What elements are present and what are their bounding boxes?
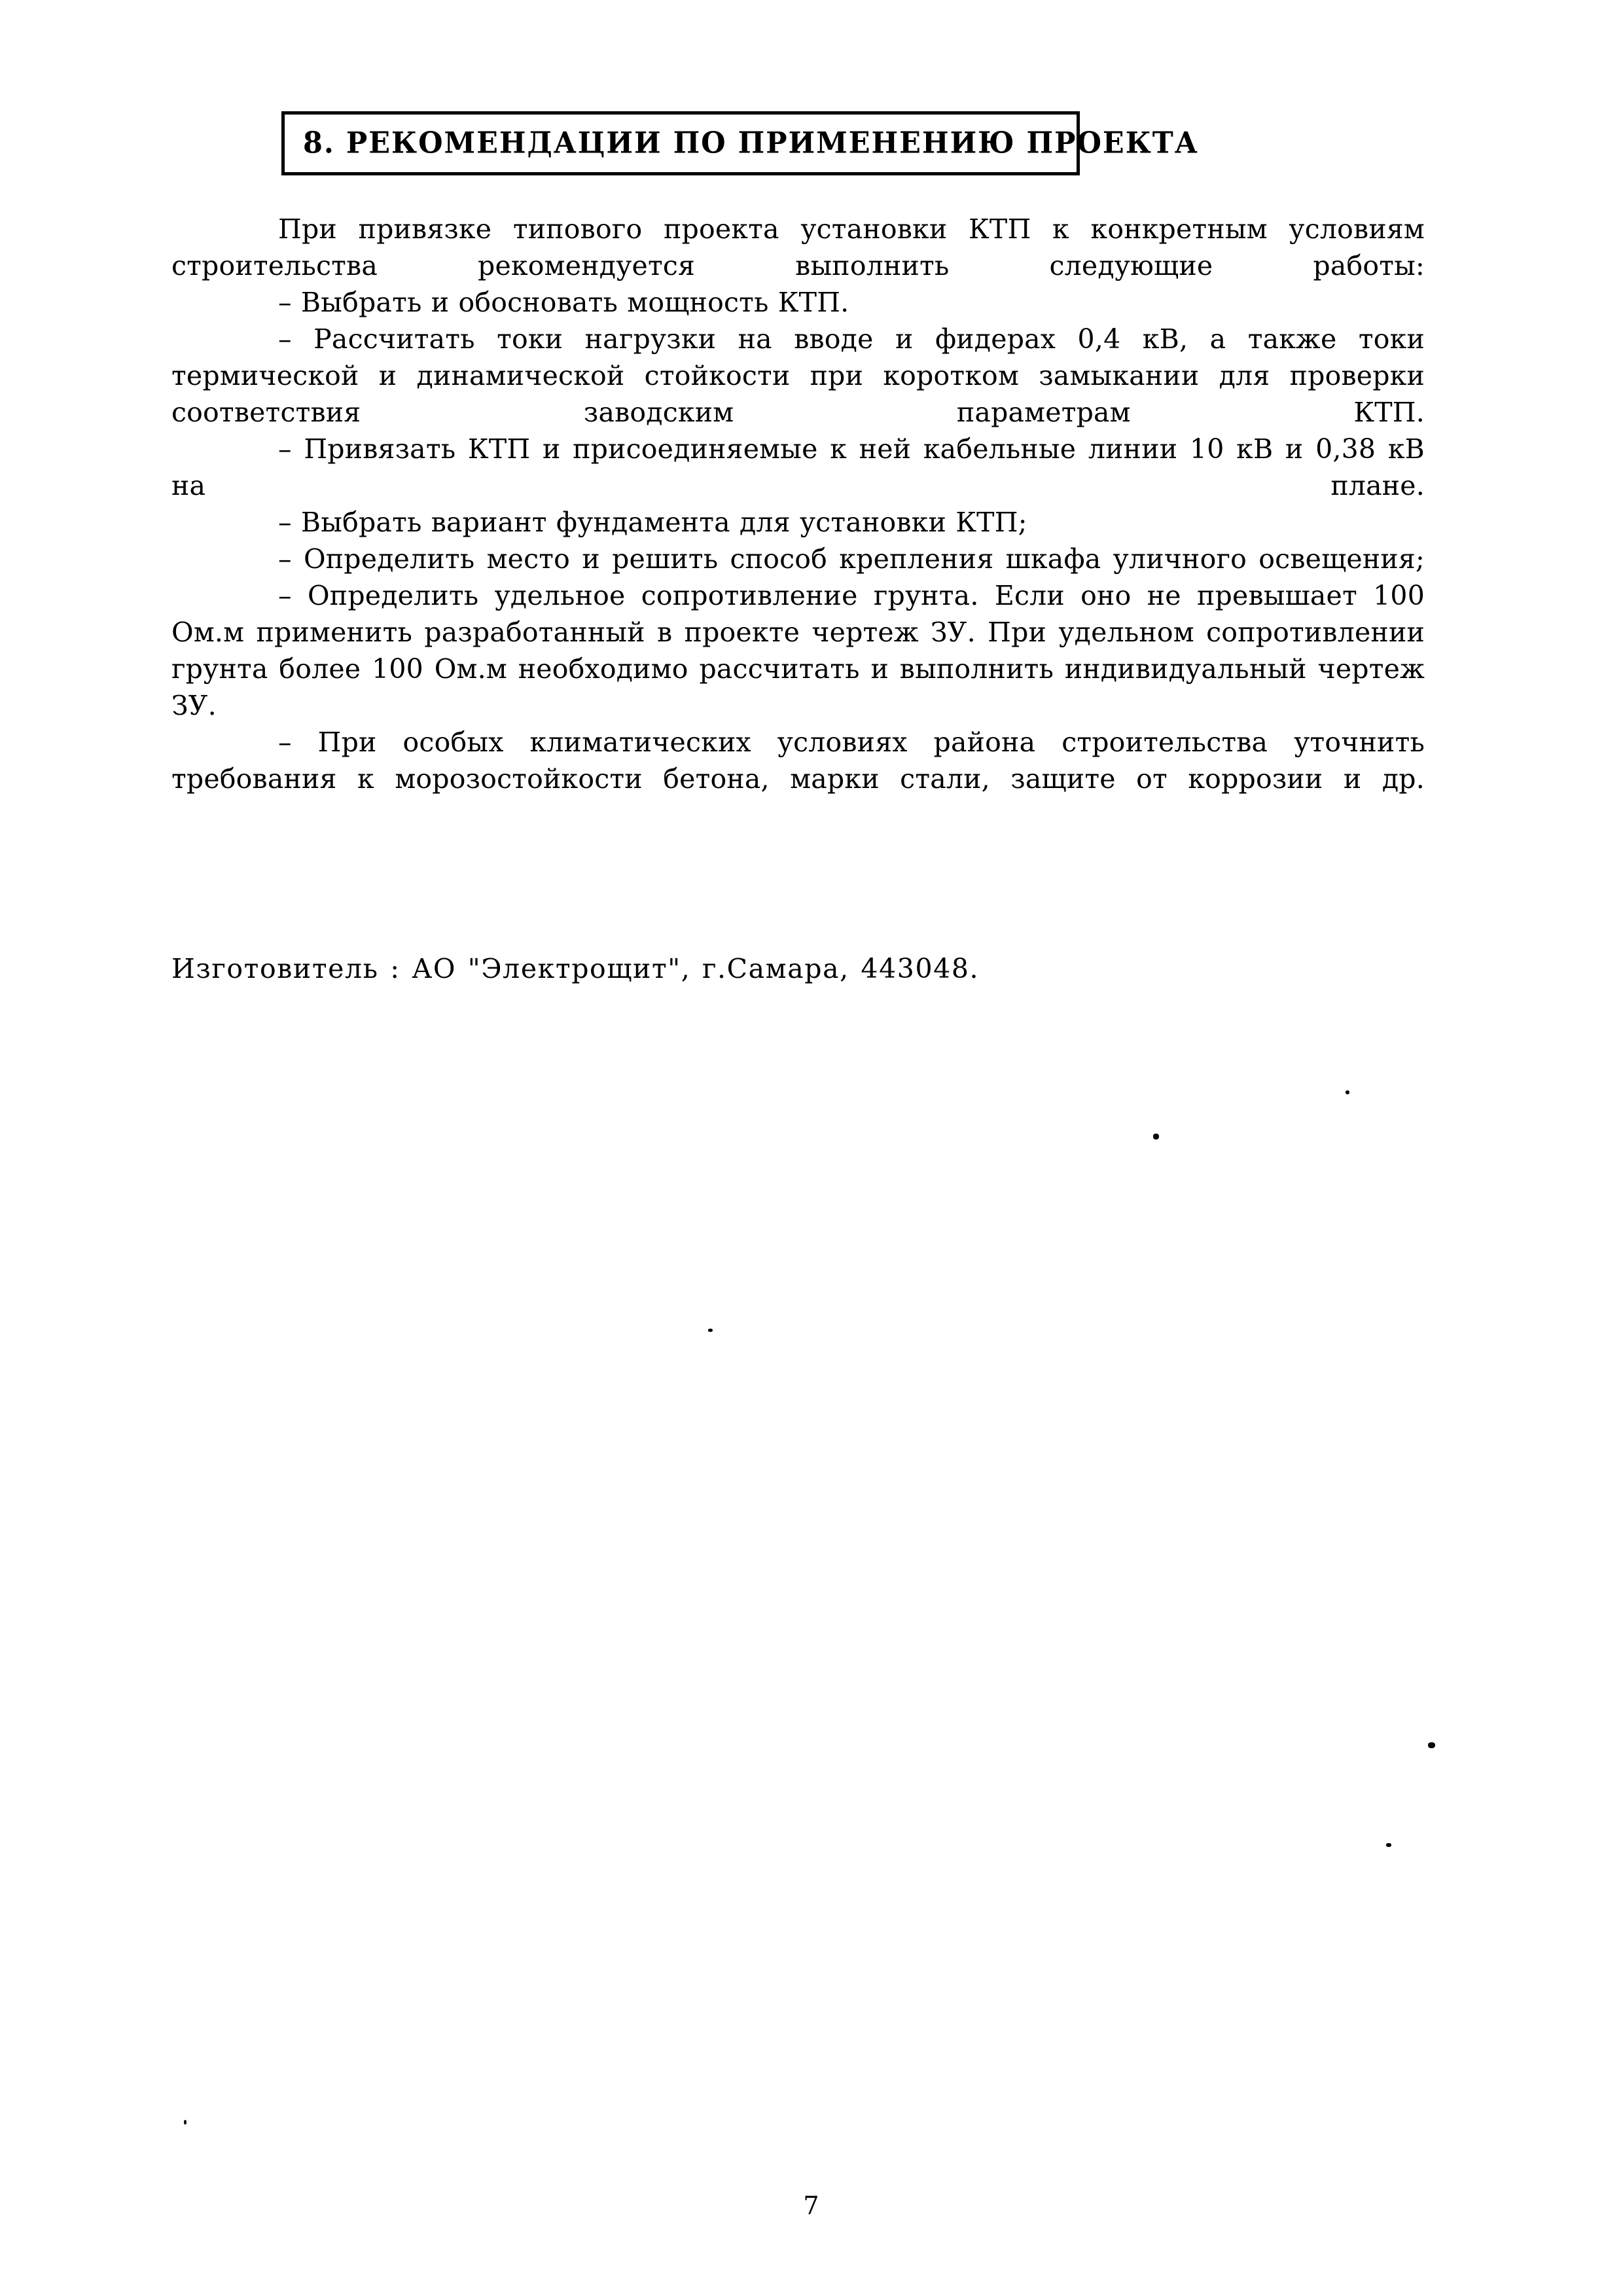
list-item-tie-cable-lines: – Привязать КТП и присоединяемые к ней кабельные линии 10 кВ и 0,38 кВ на плане. — [171, 433, 1425, 501]
scan-speck — [1153, 1134, 1159, 1139]
list-item-soil-resistivity: – Определить удельное сопротивление грунта. Если оно не превышает 100 Ом.м применить разработанный в проекте чертеж ЗУ. При удельном сопротивлении грунта более 100 Ом.м необходимо рассчитать и выполнить индивидуальный чертеж ЗУ. — [171, 580, 1425, 721]
list-item-foundation-variant: – Выбрать вариант фундамента для установки КТП; — [278, 507, 1027, 538]
section-heading-box — [281, 111, 1199, 175]
scan-speck — [708, 1329, 713, 1332]
list-item-calculate-currents: – Рассчитать токи нагрузки на вводе и фидерах 0,4 кВ, а также токи термической и динамической стойкости при коротком замыкании для проверки соответствия заводским параметрам КТП. — [171, 323, 1425, 428]
list-item-select-power: – Выбрать и обосновать мощность КТП. — [278, 287, 849, 318]
page-number: 7 — [803, 2191, 820, 2220]
scan-speck — [184, 2120, 187, 2125]
scan-speck — [1346, 1090, 1349, 1094]
body-text-block — [171, 211, 1425, 797]
section-heading-title: 8. РЕКОМЕНДАЦИИ ПО ПРИМЕНЕНИЮ ПРОЕКТА — [303, 126, 1199, 160]
intro-paragraph: При привязке типового проекта установки КТП к конкретным условиям строительства рекомендуется выполнить следующие работы: — [171, 213, 1425, 281]
list-item-climatic-conditions: – При особых климатических условиях района строительства уточнить требования к морозостойкости бетона, марки стали, защите от коррозии и др. — [171, 726, 1425, 795]
list-item-lighting-cabinet: – Определить место и решить способ крепления шкафа уличного освещения; — [278, 543, 1425, 575]
manufacturer-line: Изготовитель : АО "Электрощит", г.Самара, 443048. — [171, 953, 980, 984]
scan-speck — [1386, 1843, 1391, 1847]
scan-speck — [1428, 1742, 1435, 1748]
